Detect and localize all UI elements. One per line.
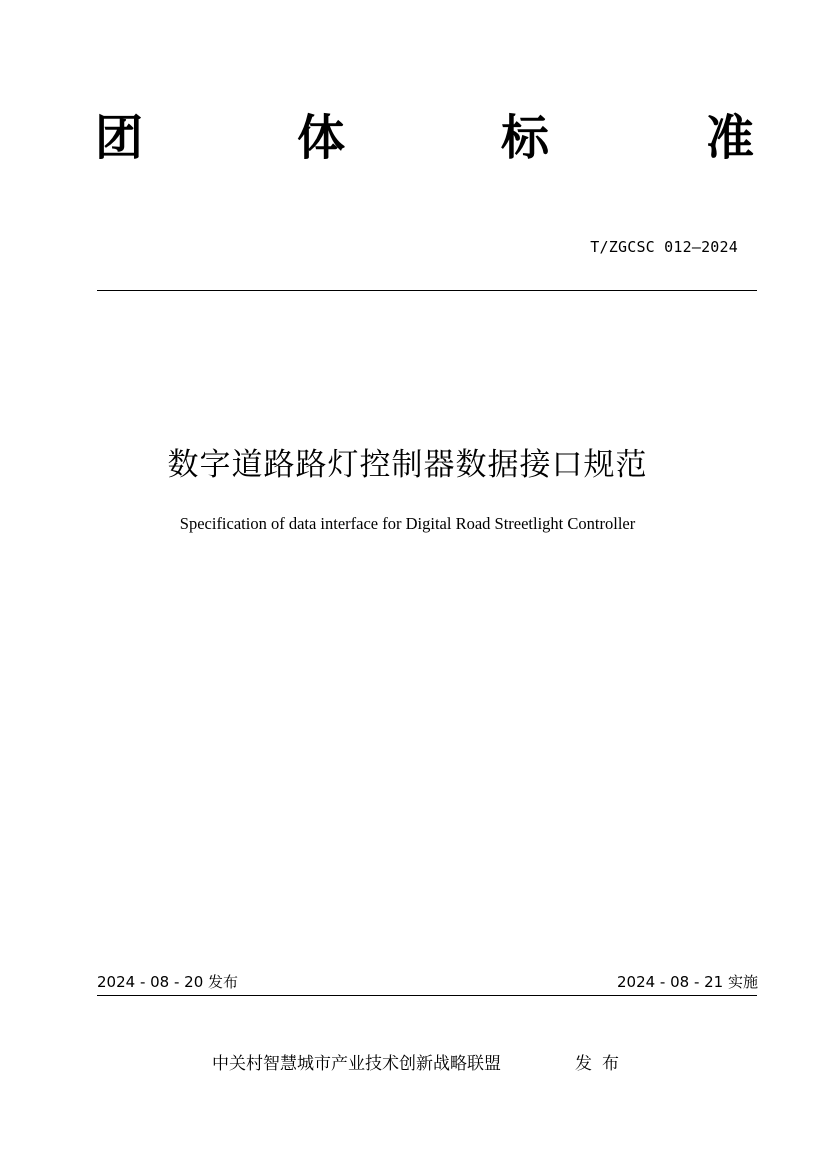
release-date: 2024 - 08 - 20 发布 [97,973,239,991]
header-char-zhun: 准 [706,110,755,166]
header-char-tuan: 团 [95,110,144,166]
publish-label: 发布 [575,1054,629,1074]
publisher-name: 中关村智慧城市产业技术创新战略联盟 [212,1054,501,1074]
title-english: Specification of data interface for Digital Road Streetlight Controller [179,514,636,533]
bottom-divider [97,995,757,996]
header-char-biao: 标 [501,110,550,166]
top-divider [97,290,757,291]
standard-number: T/ZGCSC 012—2024 [590,238,738,256]
implementation-date: 2024 - 08 - 21 实施 [616,973,758,991]
title-chinese: 数字道路路灯控制器数据接口规范 [167,447,648,483]
header-char-ti: 体 [297,110,346,166]
